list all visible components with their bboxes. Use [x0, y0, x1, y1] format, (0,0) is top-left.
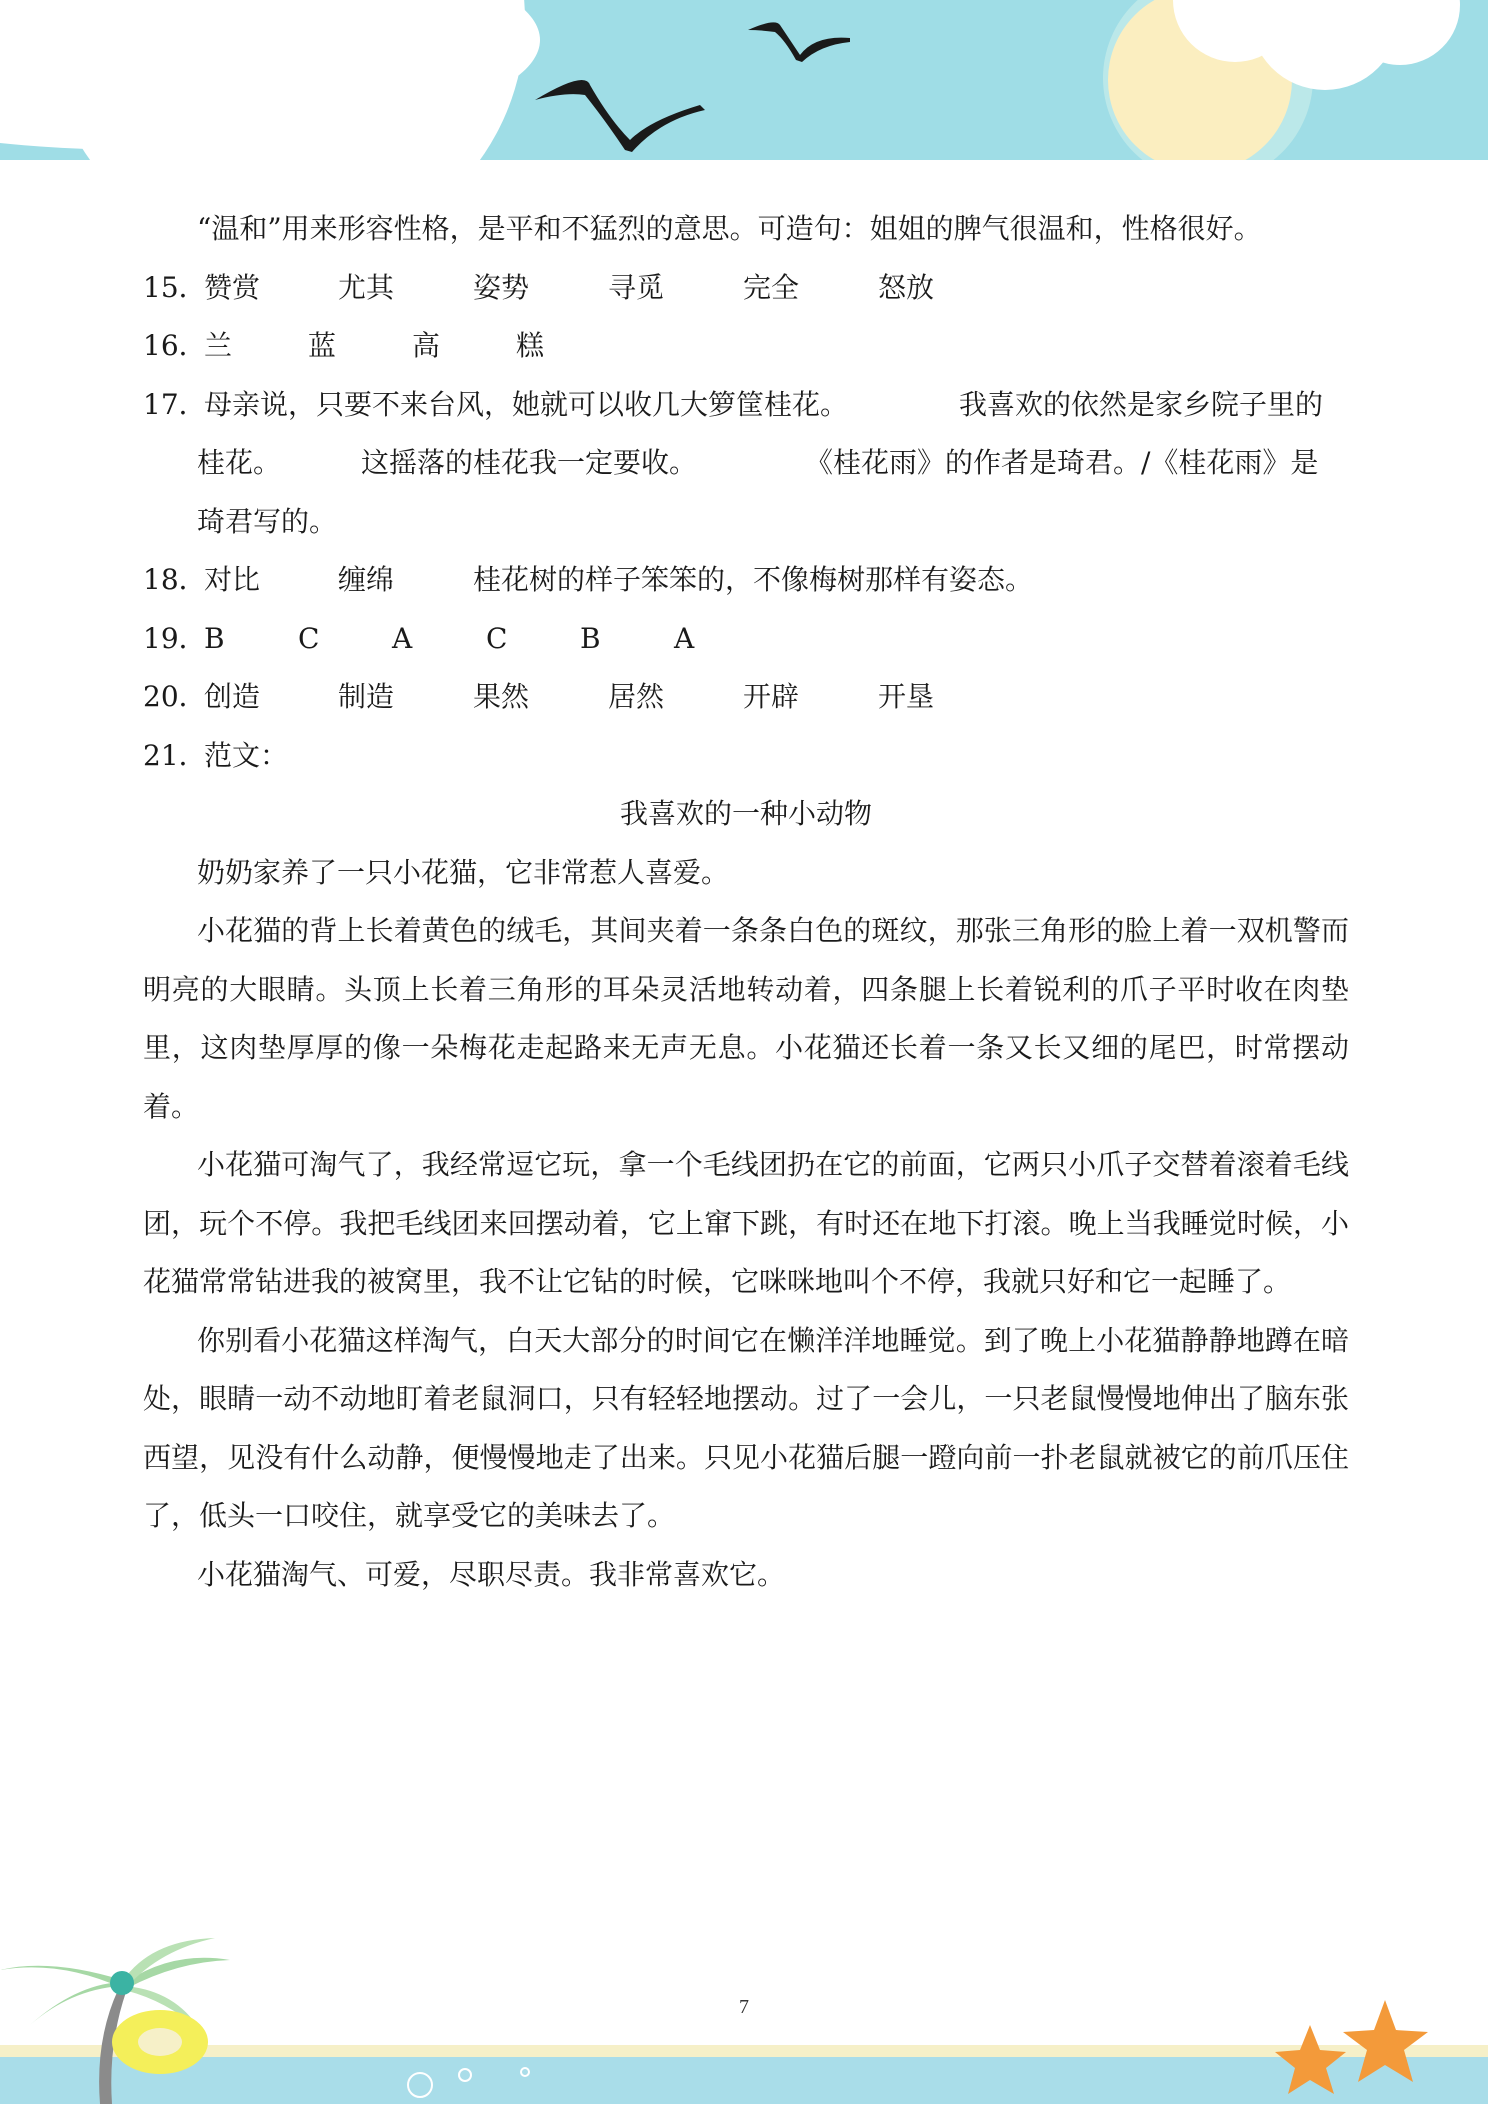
essay-paragraph: 小花猫淘气、可爱，尽职尽责。我非常喜欢它。 [197, 1557, 786, 1591]
answer-item: 糕 [516, 329, 545, 362]
answer-text: 我喜欢的依然是家乡院子里的 [959, 387, 1324, 421]
essay-paragraph: 奶奶家养了一只小花猫，它非常惹人喜爱。 [197, 855, 730, 889]
question-number: 17． [143, 387, 207, 421]
question-16 [143, 317, 1349, 376]
question-20 [143, 668, 1349, 727]
question-21 [143, 727, 1349, 786]
essay-paragraph: 你别看小花猫这样淘气，白天大部分的时间它在懒洋洋地睡觉。到了晚上小花猫静静地蹲在暗处，眼睛一动不动地盯着老鼠洞口，只有轻轻地摆动。过了一会儿，一只老鼠慢慢地伸出了脑东张西望，见没有什么动静，便慢慢地走了出来。只见小花猫后腿一蹬向前一扑老鼠就被它的前爪压住了，低头一口咬住，就享受它的美味去了。 [143, 1323, 1349, 1532]
answer-text: 《桂花雨》的作者是琦君。/《桂花雨》是 [805, 446, 1319, 479]
answer-item: C [298, 621, 320, 655]
answer-item: B [204, 621, 225, 655]
answer-text: 桂花。 [197, 446, 282, 479]
question-18 [143, 551, 1349, 610]
essay-paragraph: 小花猫的背上长着黄色的绒毛，其间夹着一条条白色的斑纹，那张三角形的脸上着一双机警而明亮的大眼睛。头顶上长着三角形的耳朵灵活地转动着，四条腿上长着锐利的爪子平时收在肉垫里，这肉垫厚厚的像一朵梅花走起路来无声无息。小花猫还长着一条又长又细的尾巴，时常摆动着。 [143, 914, 1349, 1123]
answer-item: 开辟 [743, 680, 800, 713]
question-17-line-3: 琦君写的。 [197, 504, 338, 538]
answer-item: 尤其 [338, 270, 395, 304]
question-15 [143, 259, 1349, 318]
answer-item: 高 [412, 329, 441, 362]
question-17-line-2 [143, 434, 1349, 493]
answer-item: C [486, 621, 508, 655]
answer-item: 制造 [338, 680, 395, 713]
answer-item: 居然 [608, 680, 665, 713]
answer-item: 兰 [204, 329, 233, 362]
footer-decoration [0, 1930, 1488, 2104]
intro-line: “温和”用来形容性格，是平和不猛烈的意思。可造句：姐姐的脾气很温和，性格很好。 [197, 212, 1262, 245]
answer-item: 缠绵 [338, 563, 395, 596]
life-ring-icon [112, 2010, 208, 2074]
answer-content [143, 200, 1349, 1604]
question-number: 16． [143, 329, 207, 362]
question-number: 15． [143, 270, 207, 304]
answer-item: A [674, 621, 695, 655]
answer-item: 寻觅 [608, 270, 665, 304]
answer-text: 母亲说，只要不来台风，她就可以收几大箩筐桂花。 [204, 387, 849, 421]
answer-text: 这摇落的桂花我一定要收。 [361, 446, 698, 479]
page-number: 7 [739, 1996, 749, 2018]
answer-item: 开垦 [878, 680, 935, 713]
answer-item: 完全 [743, 270, 800, 304]
answer-item: 果然 [473, 680, 530, 713]
answer-item: 赞赏 [204, 270, 261, 304]
question-number: 19． [143, 621, 207, 655]
answer-item: 姿势 [473, 270, 530, 304]
question-number: 18． [143, 563, 207, 596]
essay-title: 我喜欢的一种小动物 [619, 797, 872, 830]
answer-item: 对比 [204, 563, 261, 596]
sand-strip [0, 2045, 1488, 2057]
question-17-line-1 [143, 376, 1349, 435]
header-decoration [0, 0, 1488, 170]
sea-strip [0, 2057, 1488, 2104]
answer-item: 创造 [204, 680, 261, 713]
answer-item: 蓝 [308, 329, 337, 362]
answer-label: 范文： [204, 738, 289, 772]
essay-paragraph: 小花猫可淘气了，我经常逗它玩，拿一个毛线团扔在它的前面，它两只小爪子交替着滚着毛线团，玩个不停。我把毛线团来回摆动着，它上窜下跳，有时还在地下打滚。晚上当我睡觉时候，小花猫常常钻进我的被窝里，我不让它钻的时候，它咪咪地叫个不停，我就只好和它一起睡了。 [143, 1148, 1349, 1298]
answer-item: B [580, 621, 601, 655]
answer-item: 桂花树的样子笨笨的，不像梅树那样有姿态。 [473, 563, 1034, 596]
answer-item: A [392, 621, 413, 655]
question-number: 20． [143, 680, 207, 713]
question-number: 21． [143, 738, 207, 772]
answer-item: 怒放 [878, 270, 935, 304]
question-19 [143, 610, 1349, 669]
